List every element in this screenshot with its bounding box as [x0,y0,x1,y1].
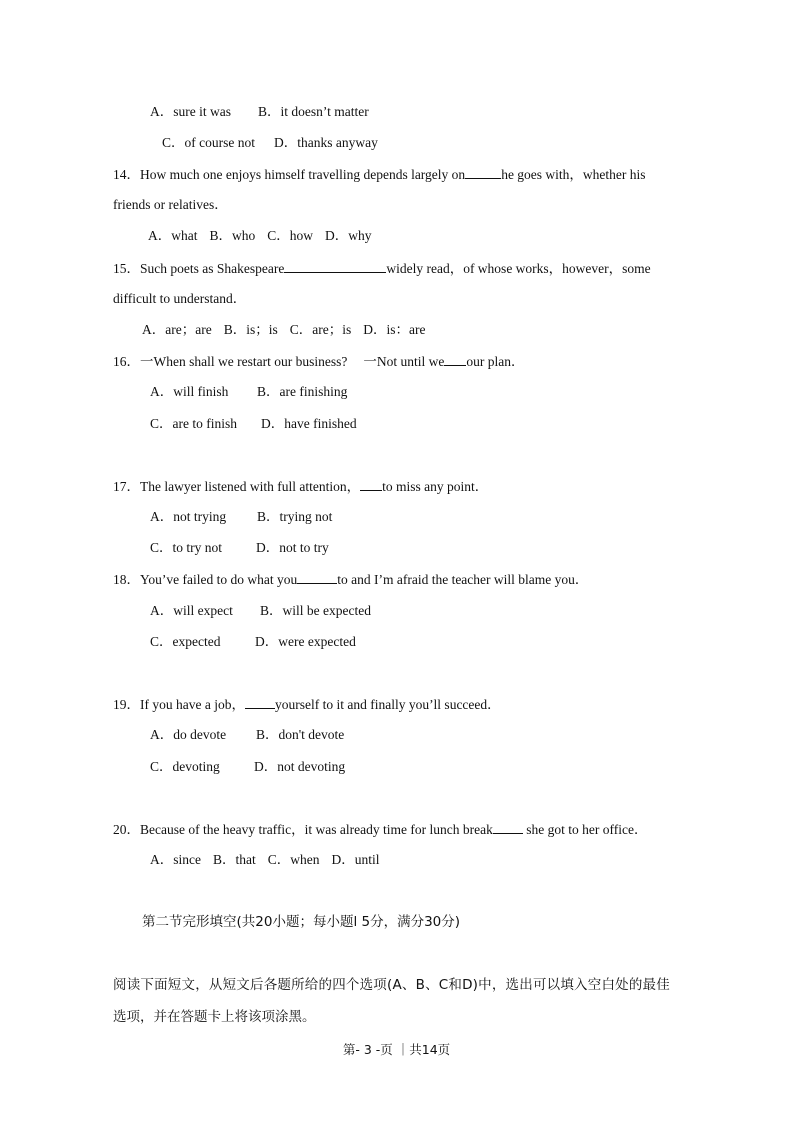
q20-stem-part-a: Because of the heavy traffic，it was already time for lunch break [140,822,493,837]
section-instructions-line1: 阅读下面短文，从短文后各题所给的四个选项(A、B、C和D)中，选出可以填入空白处的最佳 [113,977,670,993]
q18-options-row1 [150,602,371,620]
section-instructions-line2: 选项，并在答题卡上将该项涂黑。 [113,1009,316,1025]
q14-option-a: A．what [148,228,198,243]
q13-option-c: C．of course not [162,135,255,150]
q17-option-b: B．trying not [257,509,333,524]
q15-option-b: B．is；is [223,322,278,337]
question-number: 16． [113,354,140,369]
answer-blank [245,695,275,709]
q18-option-a: A．will expect [150,603,233,618]
q17-stem [113,477,488,496]
q14-stem-part-c: friends or relatives． [113,197,228,212]
q13-option-b: B．it doesn’t matter [258,104,369,119]
q17-option-a: A．not trying [150,509,227,524]
q15-stem-part-a: Such poets as Shakespeare [140,261,285,276]
q13-option-d: D．thanks anyway [274,135,378,150]
q19-options-row1 [150,726,344,744]
q18-option-d: D．were expected [255,634,356,649]
q16-option-c: C．are to finish [150,416,237,431]
q20-stem [113,820,647,839]
q13-option-a: A．sure it was [150,104,231,119]
answer-blank [284,259,386,273]
q20-option-b: B．that [213,852,256,867]
q16-stem-part-c: our plan． [466,354,525,369]
question-number: 20． [113,822,140,837]
q17-option-d: D．not to try [256,540,329,555]
q19-option-c: C．devoting [150,759,220,774]
q19-stem-part-a: If you have a job， [140,697,245,712]
q19-option-d: D．not devoting [254,759,346,774]
q16-option-d: D．have finished [261,416,357,431]
q14-option-c: C．how [267,228,314,243]
q19-stem [113,695,501,714]
q20-stem-part-b: she got to her office． [522,822,648,837]
q14-stem-part-b: he goes with，whether his [501,167,646,182]
question-number: 18． [113,572,140,587]
answer-blank [360,477,382,491]
q20-option-c: C．when [267,852,320,867]
q20-options [150,851,392,869]
q19-options-row2 [150,758,345,776]
q15-options [142,321,437,339]
q14-options [148,227,384,245]
q17-options-row2 [150,539,329,557]
q20-option-d: D．until [331,852,380,867]
q14-stem [113,165,646,184]
q15-option-d: D．is：are [363,322,426,337]
q15-stem-part-b: widely read，of whose works，however，some [386,261,651,276]
q18-stem-part-a: You’ve failed to do what you [140,572,298,587]
q16-stem [113,352,524,371]
section-heading: 第二节完形填空(共20小题；每小题l 5分，满分30分) [142,914,461,930]
q13-options-row1 [150,103,369,121]
q15-stem [113,259,651,278]
q17-options-row1 [150,508,332,526]
question-number: 17． [113,479,140,494]
q16-options-row1 [150,383,347,401]
q15-option-c: C．are；is [289,322,352,337]
q16-option-b: B．are finishing [257,384,348,399]
q15-stem-continued [113,290,246,308]
q15-option-a: A．are；are [142,322,212,337]
q13-options-row2 [162,134,378,152]
q14-option-b: B．who [209,228,256,243]
q18-option-b: B．will be expected [260,603,371,618]
answer-blank [465,165,501,179]
q16-stem-part-b: 一Not until we [363,354,445,369]
page-footer: 第- 3 -页 ｜共14页 [342,1042,451,1057]
q14-stem-continued [113,196,228,214]
question-number: 19． [113,697,140,712]
answer-blank [444,352,466,366]
q16-stem-part-a: 一When shall we restart our business? [140,354,348,369]
q14-stem-part-a: How much one enjoys himself travelling depends largely on [140,167,466,182]
q16-option-a: A．will finish [150,384,229,399]
q18-stem [113,570,588,589]
q19-stem-part-b: yourself to it and finally you’ll succeed． [274,697,501,712]
q17-stem-part-a: The lawyer listened with full attention， [140,479,361,494]
q18-option-c: C．expected [150,634,221,649]
question-number: 14． [113,167,140,182]
q15-stem-part-c: difficult to understand． [113,291,247,306]
q18-stem-part-b: to and I’m afraid the teacher will blame you． [337,572,589,587]
q19-option-a: A．do devote [150,727,227,742]
q20-option-a: A．since [150,852,201,867]
answer-blank [297,570,337,584]
q19-option-b: B．don't devote [256,727,345,742]
q16-options-row2 [150,415,357,433]
question-number: 15． [113,261,140,276]
q14-option-d: D．why [325,228,372,243]
q17-option-c: C．to try not [150,540,223,555]
answer-blank [493,820,523,834]
q18-options-row2 [150,633,356,651]
q17-stem-part-b: to miss any point． [382,479,489,494]
